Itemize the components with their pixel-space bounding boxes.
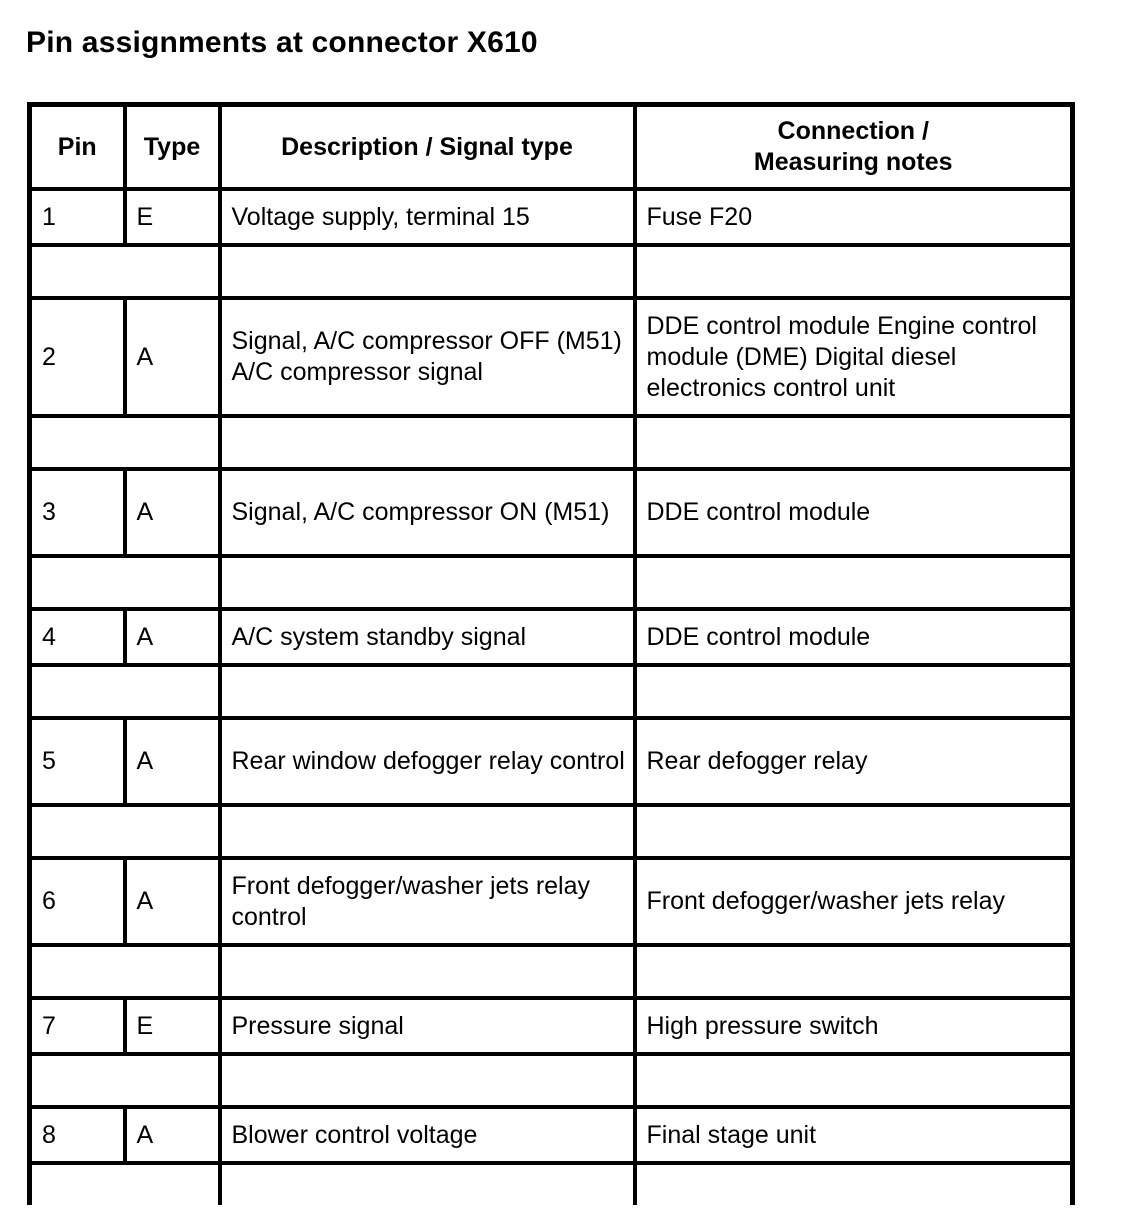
table-row bbox=[30, 298, 1073, 416]
table-row bbox=[30, 469, 1073, 556]
cell-connection: DDE control module bbox=[635, 469, 1073, 556]
cell-description: A/C system standby signal bbox=[220, 609, 635, 665]
spacer-row bbox=[30, 556, 1073, 609]
spacer-row bbox=[30, 805, 1073, 858]
cell-description: Rear window defogger relay control bbox=[220, 718, 635, 805]
table-row bbox=[30, 858, 1073, 945]
cell-pin: 8 bbox=[30, 1107, 125, 1163]
cell-type: A bbox=[125, 298, 220, 416]
header-description: Description / Signal type bbox=[220, 105, 635, 190]
cell-pin: 6 bbox=[30, 858, 125, 945]
cell-description: Front defogger/washer jets relay control bbox=[220, 858, 635, 945]
spacer-row bbox=[30, 416, 1073, 469]
header-type: Type bbox=[125, 105, 220, 190]
cell-description: Pressure signal bbox=[220, 998, 635, 1054]
table-row bbox=[30, 998, 1073, 1054]
spacer-row bbox=[30, 245, 1073, 298]
header-connection bbox=[635, 105, 1073, 190]
cell-connection: Front defogger/washer jets relay bbox=[635, 858, 1073, 945]
cell-connection: High pressure switch bbox=[635, 998, 1073, 1054]
cell-pin: 7 bbox=[30, 998, 125, 1054]
table-row bbox=[30, 609, 1073, 665]
spacer-row bbox=[30, 1163, 1073, 1205]
cell-pin: 1 bbox=[30, 189, 125, 245]
cell-pin: 3 bbox=[30, 469, 125, 556]
cell-type: A bbox=[125, 469, 220, 556]
cell-description: Voltage supply, terminal 15 bbox=[220, 189, 635, 245]
cell-connection: DDE control module bbox=[635, 609, 1073, 665]
table-header-row bbox=[30, 105, 1073, 190]
header-pin: Pin bbox=[30, 105, 125, 190]
cell-type: A bbox=[125, 718, 220, 805]
cell-type: A bbox=[125, 609, 220, 665]
cell-type: E bbox=[125, 998, 220, 1054]
cell-connection: Fuse F20 bbox=[635, 189, 1073, 245]
cell-connection: Rear defogger relay bbox=[635, 718, 1073, 805]
pin-assignment-table bbox=[27, 102, 1075, 1205]
spacer-row bbox=[30, 1054, 1073, 1107]
spacer-row bbox=[30, 665, 1073, 718]
page-title: Pin assignments at connector X610 bbox=[26, 26, 538, 59]
header-connection-line2: Measuring notes bbox=[753, 148, 953, 176]
cell-connection: Final stage unit bbox=[635, 1107, 1073, 1163]
cell-type: A bbox=[125, 1107, 220, 1163]
cell-pin: 4 bbox=[30, 609, 125, 665]
cell-description: Signal, A/C compressor OFF (M51) A/C compressor signal bbox=[220, 298, 635, 416]
table-row bbox=[30, 718, 1073, 805]
cell-type: A bbox=[125, 858, 220, 945]
spacer-row bbox=[30, 945, 1073, 998]
table-row bbox=[30, 189, 1073, 245]
cell-pin: 5 bbox=[30, 718, 125, 805]
cell-type: E bbox=[125, 189, 220, 245]
cell-connection: DDE control module Engine control module (DME) Digital diesel electronics control unit bbox=[635, 298, 1073, 416]
header-connection-line1: Connection / bbox=[777, 117, 929, 145]
cell-pin: 2 bbox=[30, 298, 125, 416]
cell-description: Blower control voltage bbox=[220, 1107, 635, 1163]
cell-description: Signal, A/C compressor ON (M51) bbox=[220, 469, 635, 556]
table-row bbox=[30, 1107, 1073, 1163]
